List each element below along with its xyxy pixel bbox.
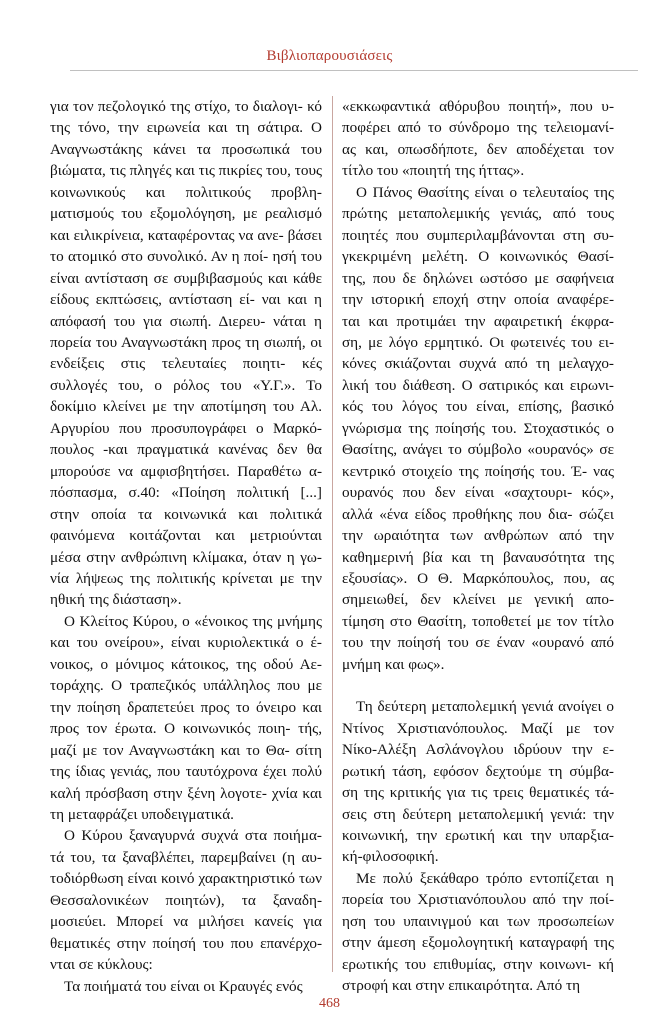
left-paragraph-3: Ο Κύρου ξαναγυρνά συχνά στα ποιήμα- τά του, τα ξαναβλέπει, παρεμβαίνει (η αυ- τοδιόρθωση είναι κοινό χαρακτηριστικό των Θεσσαλονικέων ποιητών), τα ξαναδη- μοσιεύει. Μπορεί να μιλήσει κανείς για θεματικές στην ποίησή του που επανέρχο- νται σε κύκλους: — [50, 827, 322, 974]
column-divider — [332, 96, 333, 972]
right-paragraph-2: Ο Πάνος Θασίτης είναι ο τελευταίος της πρώτης μεταπολεμικής γενιάς, από τους ποιητές που συμπεριλαμβάνονται στη συ- γκεκριμένη μελέτη. Ο κοινωνικός Θασί- της, που δε δηλώνει ωστόσο με σαφήνεια την ιστορική εποχή στην οποία αναφέρε- ται και προτιμάει την αφαιρετική έκφρα- ση, με λόγο ερμητικό. Οι φωτεινές του ει- κόνες σκιάζονται συχνά από τη μελαγχο- λική του διάθεση. Ο σατιρικός και ειρωνι- κός του λόγος του είναι, επίσης, βασικό γνώρισμα της ποίησής του. Στοχαστικός ο Θασίτης, ανάγει το σύμβολο «ουρανός» σε κεντρικό στοιχείο της ποίησής του. Έ- νας ουρανός που δεν είναι «σαχτουρι- κός», αλλά «ένα είδος προθήκης που δια- σώζει την ωραιότητα των ανθρώπων από την καθημερινή βία και τη βαναυσότητα της εξουσίας». Ο Θ. Μαρκόπουλος, που, ας σημειωθεί, δεν κλείνει με γενική απο- τίμηση στο Θασίτη, τοποθετεί με τον τίτλο του την ποίησή του σε έναν «ουρανό από μνήμη και φως». — [342, 183, 614, 673]
left-paragraph-1: για τον πεζολογικό της στίχο, το διαλογι- κό της τόνο, την ειρωνεία και τη σάτιρα. Ο Αναγνωστάκης κάνει τα προσωπικά του βιώματα, τις πληγές και τις πικρίες του, τους κοινωνικούς και πολιτικούς προβλη- ματισμούς του εξομολόγηση, με ρεαλισμό και ειλικρίνεια, καταφέροντας να ανε- βάσει το ατομικό στο συνολικό. Αν η ποί- ησή του είναι αντίσταση σε συμβιβασμούς και κάθε είδους εκπτώσεις, αντίσταση εί- ναι και η απόφασή του για σιωπή. Διερευ- νάται η πορεία του Αναγνωστάκη προς τη σιωπή, οι ενδείξεις στις τελευταίες ποιητι- κές συλλογές του, ο ρόλος του «Υ.Γ.». Το δοκίμιο κλείνει με την αποτίμηση του Αλ. Αργυρίου που προσυπογράφει ο Μαρκό- πουλος -και πραγματικά κανένας δεν θα μπορούσε να αμφισβητήσει. Παραθέτω α- πόσπασμα, σ.40: «Ποίηση πολιτική [...] στην οποία τα κοινωνικά και πολιτικά φαινόμενα κοιτάζονται και μετριούνται μέσα στην ανθρώπινη κλίμακα, όταν η γω- νία λήψεως της πολιτικής κρίνεται με την ηθική της διάσταση». — [50, 98, 322, 609]
running-header: Βιβλιοπαρουσιάσεις — [266, 48, 393, 64]
left-column — [50, 96, 322, 997]
right-paragraph-3: Τη δεύτερη μεταπολεμική γενιά ανοίγει ο Ντίνος Χριστιανόπουλος. Μαζί με τον Νίκο-Αλέξη Ασλάνογλου ιδρύουν την ε- ρωτική τάση, εφόσον δεχτούμε τη σύμβα- ση της κριτικής για τις τρεις θεματικές τά- σεις στη δεύτερη μεταπολεμική γενιά: την κοινωνική, την ερωτική και την υπαρξια- κή-φιλοσοφική. — [342, 698, 614, 866]
right-column — [342, 96, 614, 997]
page-number: 468 — [319, 996, 340, 1011]
header-rule — [70, 70, 638, 71]
right-paragraph-1: «εκκωφαντικά αθόρυβου ποιητή», που υ- ποφέρει από το σύνδρομο της τελειομανί- ας και, οπωσδήποτε, δεν αποδέχεται τον τίτλο του «ποιητή της ήττας». — [342, 98, 614, 180]
left-paragraph-2: Ο Κλείτος Κύρου, ο «ένοικος της μνήμης και του ονείρου», είναι κυριολεκτικά ο έ- νοικος, ο μόνιμος κάτοικος, της οδού Αε- τοράχης. Ο τραπεζικός υπάλληλος που με την ποίηση δραπετεύει προς το όνειρο και προς τον έρωτα. Ο κοινωνικός ποιη- τής, μαζί με τον Αναγνωστάκη και το Θα- σίτη της ίδιας γενιάς, που ταυτόχρονα έχει πολύ καλή πρόσβαση στην ξένη λογοτε- χνία και τη μεταφράζει υποδειγματικά. — [50, 612, 322, 823]
right-paragraph-4: Με πολύ ξεκάθαρο τρόπο εντοπίζεται η πορεία του Χριστιανόπουλου από την ποί- ηση του υπαινιγμού και των προσωπείων στην άμεση εξομολογητική καταγραφή της ερωτικής του επιθυμίας, στην κοινωνι- κή στροφή και στην επικαιρότητα. Από τη — [342, 869, 614, 995]
left-paragraph-4: Τα ποιήματά του είναι οι Κραυγές ενός — [64, 977, 303, 995]
